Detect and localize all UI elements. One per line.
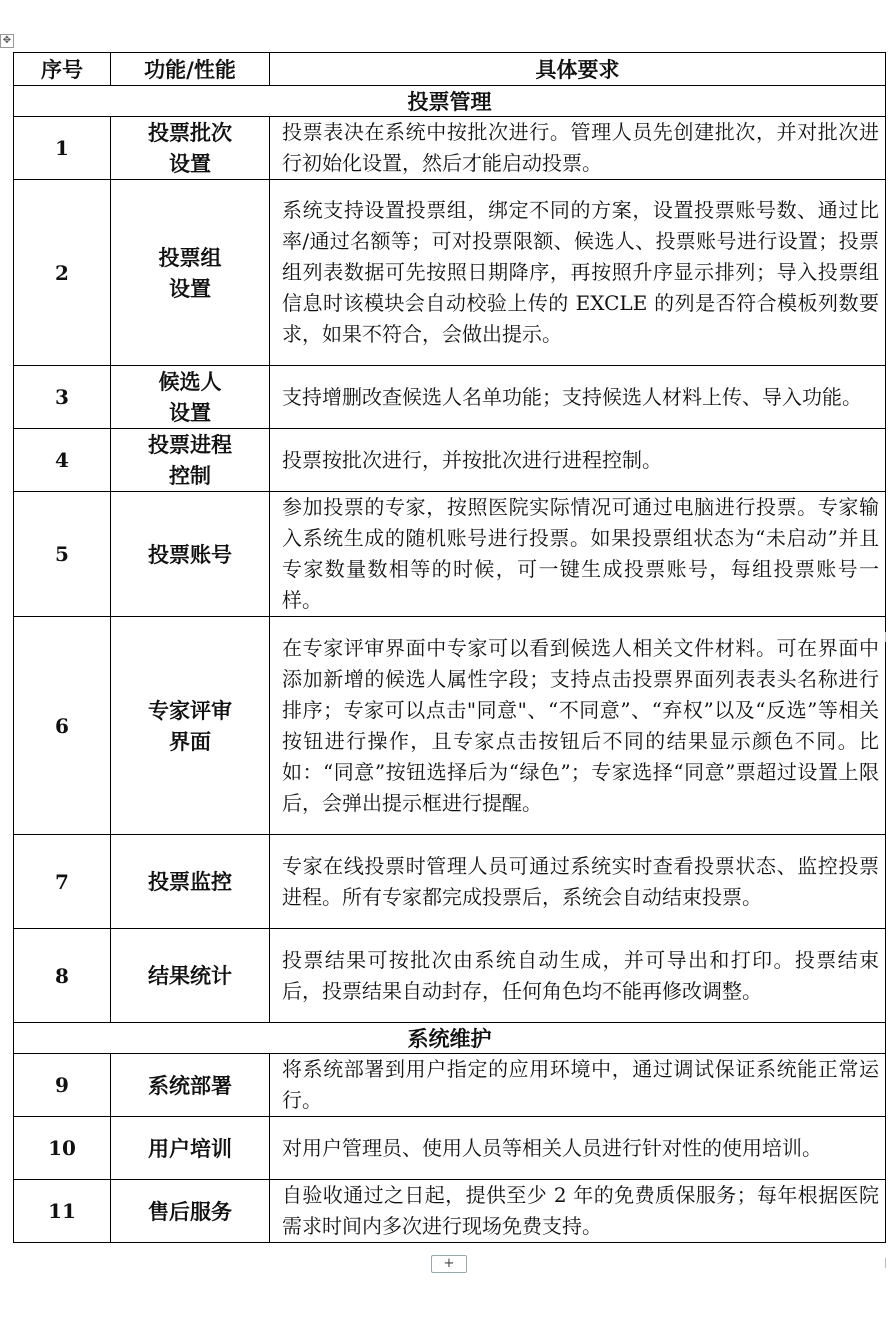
header-function: 功能/性能	[111, 53, 270, 86]
table-row	[14, 1054, 886, 1117]
row-number: 7	[14, 835, 111, 929]
table-row	[14, 1117, 886, 1180]
function-line: 设置	[169, 400, 211, 425]
table-row	[14, 929, 886, 1023]
row-requirement: 支持增删改查候选人名单功能；支持候选人材料上传、导入功能。	[270, 366, 886, 429]
function-line: 投票监控	[148, 869, 232, 894]
function-line: 系统部署	[148, 1072, 232, 1098]
function-line: 候选人	[158, 369, 222, 394]
row-function	[111, 117, 270, 180]
row-requirement: 投票结果可按批次由系统自动生成，并可导出和打印。投票结束后，投票结果自动封存，任何角色均不能再修改调整。	[270, 929, 886, 1023]
header-requirements: 具体要求	[270, 53, 886, 86]
table-row	[14, 180, 886, 366]
row-function	[111, 929, 270, 1023]
row-requirement: 在专家评审界面中专家可以看到候选人相关文件材料。可在界面中添加新增的候选人属性字段；支持点击投票界面列表表头名称进行排序；专家可以点击"同意"、“不同意”、“弃权”以及“反选”等相关按钮进行操作，且专家点击按钮后不同的结果显示颜色不同。比如：“同意”按钮选择后为“绿色”；专家选择“同意”票超过设置上限后，会弹出提示框进行提醒。	[270, 617, 886, 835]
row-number: 10	[14, 1117, 111, 1180]
row-function	[111, 1180, 270, 1243]
requirements-table	[13, 52, 886, 1243]
function-line: 设置	[169, 275, 211, 301]
table-row	[14, 1180, 886, 1243]
row-number: 2	[14, 180, 111, 366]
section-row	[14, 86, 886, 117]
table-row	[14, 366, 886, 429]
row-number: 9	[14, 1054, 111, 1117]
row-function	[111, 1117, 270, 1180]
row-function	[111, 180, 270, 366]
section-title: 系统维护	[14, 1023, 886, 1054]
function-line: 售后服务	[148, 1198, 232, 1224]
row-function	[111, 366, 270, 429]
row-function	[111, 492, 270, 617]
function-line: 控制	[169, 463, 211, 488]
page-edge-marker	[885, 632, 891, 642]
table-row	[14, 492, 886, 617]
page-edge-marker	[885, 1258, 891, 1268]
row-function	[111, 429, 270, 492]
function-line: 界面	[169, 728, 211, 754]
row-requirement: 投票按批次进行，并按批次进行进程控制。	[270, 429, 886, 492]
row-requirement: 参加投票的专家，按照医院实际情况可通过电脑进行投票。专家输入系统生成的随机账号进行投票。如果投票组状态为“未启动”并且专家数量数相等的时候，可一键生成投票账号，每组投票账号一样。	[270, 492, 886, 617]
section-title: 投票管理	[14, 86, 886, 117]
function-line: 结果统计	[148, 963, 232, 988]
row-number: 8	[14, 929, 111, 1023]
section-row	[14, 1023, 886, 1054]
function-line: 专家评审	[148, 697, 232, 723]
table-row	[14, 835, 886, 929]
row-number: 11	[14, 1180, 111, 1243]
add-row-button[interactable]: +	[431, 1255, 467, 1273]
row-function	[111, 835, 270, 929]
function-line: 投票组	[158, 244, 222, 270]
function-line: 设置	[169, 151, 211, 176]
function-line: 用户培训	[148, 1135, 232, 1161]
table-move-handle[interactable]: ✥	[0, 34, 14, 48]
row-requirement: 专家在线投票时管理人员可通过系统实时查看投票状态、监控投票进程。所有专家都完成投票后，系统会自动结束投票。	[270, 835, 886, 929]
row-number: 4	[14, 429, 111, 492]
row-number: 5	[14, 492, 111, 617]
row-function	[111, 1054, 270, 1117]
table-row	[14, 429, 886, 492]
table-row	[14, 617, 886, 835]
row-number: 3	[14, 366, 111, 429]
row-number: 1	[14, 117, 111, 180]
row-requirement: 投票表决在系统中按批次进行。管理人员先创建批次，并对批次进行初始化设置，然后才能启动投票。	[270, 117, 886, 180]
row-requirement: 将系统部署到用户指定的应用环境中，通过调试保证系统能正常运行。	[270, 1054, 886, 1117]
function-line: 投票批次	[148, 120, 232, 145]
header-row	[14, 53, 886, 86]
table-row	[14, 117, 886, 180]
row-number: 6	[14, 617, 111, 835]
row-requirement: 系统支持设置投票组，绑定不同的方案，设置投票账号数、通过比率/通过名额等；可对投票限额、候选人、投票账号进行设置；投票组列表数据可先按照日期降序，再按照升序显示排列；导入投票组信息时该模块会自动校验上传的 EXCLE 的列是否符合模板列数要求，如果不符合，会做出提示。	[270, 180, 886, 366]
row-function	[111, 617, 270, 835]
row-requirement: 自验收通过之日起，提供至少 2 年的免费质保服务；每年根据医院需求时间内多次进行现场免费支持。	[270, 1180, 886, 1243]
function-line: 投票进程	[148, 432, 232, 457]
function-line: 投票账号	[148, 541, 232, 567]
header-no: 序号	[14, 53, 111, 86]
row-requirement: 对用户管理员、使用人员等相关人员进行针对性的使用培训。	[270, 1117, 886, 1180]
